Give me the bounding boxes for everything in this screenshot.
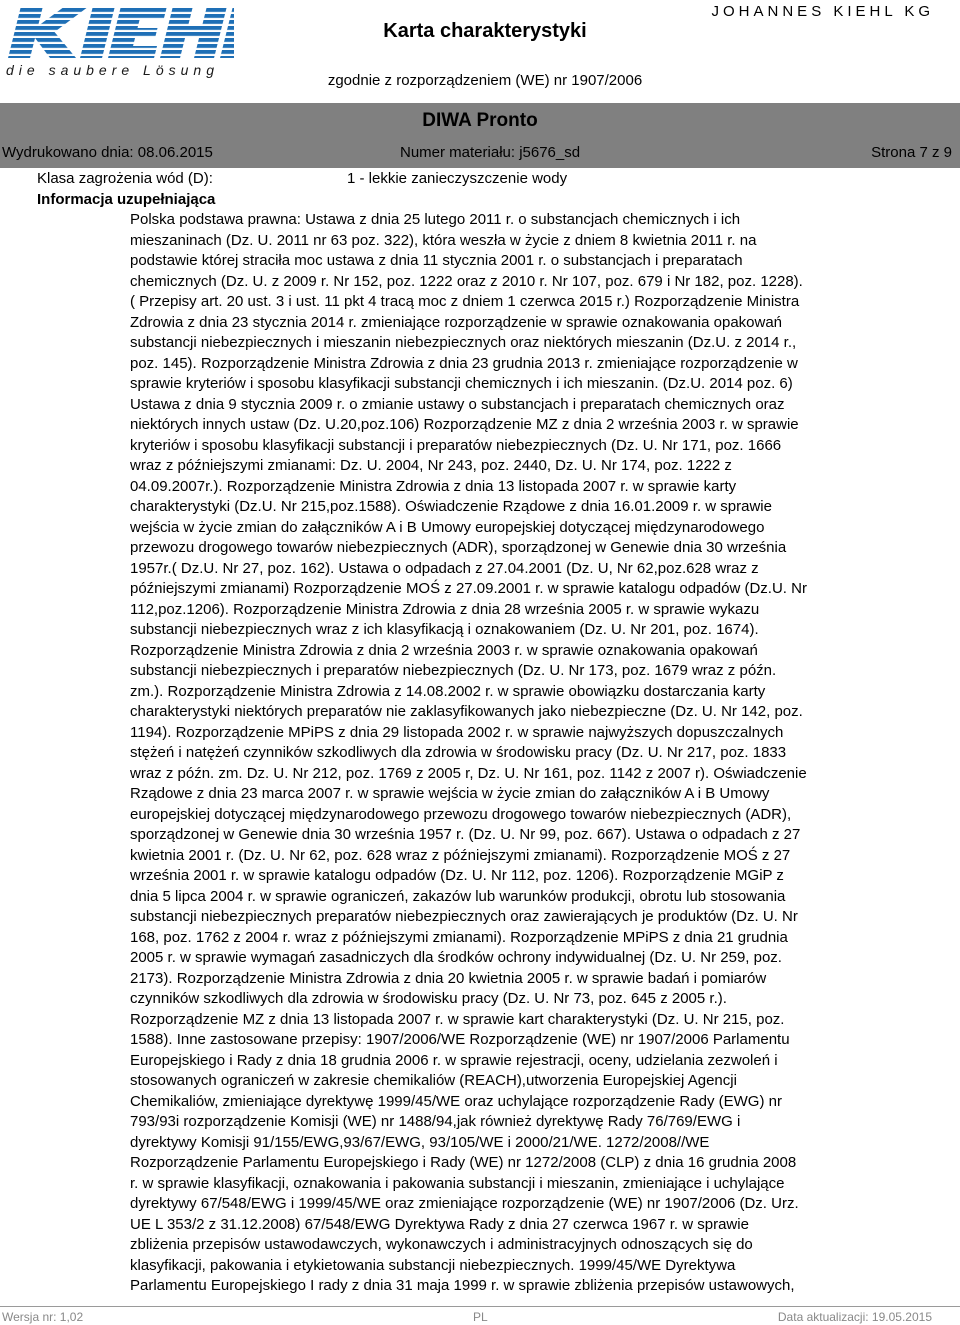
text-line: klasyfikacji, pakowania i etykietowania substancji niebezpiecznych. 1999/45/WE Dyrektywa (130, 1256, 736, 1274)
text-line: 1588). Inne zastosowane przepisy: 1907/2006/WE Rozporządzenie (WE) nr 1907/2006 Parlamentu (130, 1031, 790, 1048)
text-line: 168, poz. 1762 z 2004 r. wraz z późniejszymi zmianami). Rozporządzenie MPiPS z dnia 21 grudnia (130, 928, 788, 946)
company-name: JOHANNES KIEHL KG (711, 3, 934, 20)
text-line: Rozporządzenie MZ z dnia 13 listopada 2007 r. w sprawie kart charakterystyki (Dz. U. Nr 215, poz. (130, 1010, 785, 1028)
kiehl-logo-mark (4, 2, 234, 64)
footer-version: Wersja nr: 1,02 (2, 1310, 84, 1324)
text-line: mieszaninach (Dz. U. 2011 nr 63 poz. 322), która weszła w życie z dniem 8 kwietnia 2011 r. na (130, 231, 757, 249)
document-title: Karta charakterystyki (383, 20, 587, 42)
product-name: DIWA Pronto (422, 110, 538, 131)
text-line: poz. 145). Rozporządzenie Ministra Zdrowia z dnia 23 grudnia 2013 r. zmieniające rozporządzenie w (130, 354, 798, 372)
text-line: substancji niebezpiecznych preparatów niebezpiecznych oraz zawierających je produktów (Dz. U. Nr (130, 908, 798, 925)
text-line: Ustawa z dnia 9 stycznia 2009 r. o zmianie ustawy o substancjach i preparatach chemicznych oraz (130, 395, 785, 413)
text-line: Europejskiego i Rady z dnia 18 grudnia 2006 r. w sprawie rejestracji, oceny, udzielania zezwoleń i (130, 1051, 778, 1069)
text-line: 2005 r. w sprawie wymagań zasadniczych dla środków ochrony indywidualnej (Dz. U. Nr 259, poz. (130, 949, 782, 966)
text-line: r. w sprawie klasyfikacji, oznakowania i pakowania substancji i mieszanin, zmieniające i uchylające (130, 1174, 785, 1192)
text-line: stężeń i natężeń czynników szkodliwych dla zdrowia w środowisku pracy (Dz. U. Nr 217, poz. 1833 (130, 744, 787, 761)
text-line: ( Przepisy art. 20 ust. 3 i ust. 11 pkt 4 tracą moc z dniem 1 czerwca 2015 r.) Rozporządzenie Ministra (130, 293, 800, 310)
text-line: wraz z późn. zm. Dz. U. Nr 212, poz. 1769 z 2005 r, Dz. U. Nr 161, poz. 1142 z 2007 r). Oświadczenie (130, 764, 807, 782)
text-line: późniejszymi zmianami) Rozporządzenie MOŚ z 27.09.2001 r. w sprawie katalogu odpadów (Dz.U. Nr (130, 580, 807, 597)
text-line: zbliżenia przepisów ustawodawczych, wykonawczych i administracyjnych odnoszących się do (130, 1236, 753, 1253)
text-line: charakterystyki (Dz.U. Nr 215,poz.1588). Oświadczenie Rządowe z dnia 16.01.2009 r. w sprawie (130, 498, 772, 515)
text-line: 04.09.2007r.). Rozporządzenie Ministra Zdrowia z dnia 13 listopada 2007 r. w sprawie karty (130, 477, 737, 495)
text-line: substancji niebezpiecznych wraz z ich klasyfikacją i oznakowaniem (Dz. U. Nr 201, poz. 1674). (130, 621, 759, 638)
text-line: substancji niebezpiecznych i mieszanin niebezpiecznych oraz niektórych mieszanin (Dz.U. z 2014 r., (130, 334, 797, 351)
text-line: przewozu drogowego towarów niebezpiecznych (ADR), sporządzonej w Genewie dnia 30 września (130, 539, 787, 556)
text-line: europejskiej dotyczącej międzynarodowego przewozu drogowego towarów niebezpiecznych (ADR), (130, 805, 792, 823)
text-line: dnia 5 lipca 2004 r. w sprawie ograniczeń, zakazów lub warunków produkcji, obrotu lub stosowania (130, 887, 786, 905)
text-line: stosowanych ograniczeń w zakresie chemikaliów (REACH),utworzenia Europejskiej Agencji (130, 1072, 737, 1089)
material-number: Numer materiału: j5676_sd (400, 144, 581, 161)
text-line: niektórych innych ustaw (Dz. U.20,poz.106) Rozporządzenie MZ z dnia 2 września 2003 r. w sprawie (130, 416, 799, 433)
text-line: 1194). Rozporządzenie MPiPS z dnia 29 listopada 2002 r. w sprawie najwyższych dopuszczalnych (130, 723, 784, 741)
text-line: wraz z późniejszymi zmianami: Dz. U. 2004, Nr 243, poz. 2440, Dz. U. Nr 174, poz. 1222 z (130, 457, 732, 474)
text-line: Parlamentu Europejskiego I rady z dnia 31 maja 1999 r. w sprawie zbliżenia przepisów ustawowych, (130, 1277, 795, 1294)
text-line: Chemikaliów, zmieniające dyrektywę 1999/45/WE oraz uchylające rozporządzenie Rady (EWG) nr (130, 1092, 782, 1110)
text-line: UE L 353/2 z 31.12.2008) 67/548/EWG Dyrektywa Rady z dnia 27 czerwca 1967 r. w sprawie (130, 1215, 749, 1233)
text-line: kwietnia 2001 r. (Dz. U. Nr 62, poz. 628 wraz z późniejszymi zmianami). Rozporządzenie MOŚ z 27 (130, 846, 791, 864)
text-line: września 2001 r. w sprawie katalogu odpadów (Dz. U. Nr 112, poz. 1206). Rozporządzenie MGiP z (130, 867, 784, 884)
text-line: sprawie kryteriów i sposobu klasyfikacji substancji chemicznych i ich mieszanin. (Dz.U. 2014 poz. 6) (130, 375, 793, 392)
supplementary-info-label: Informacja uzupełniająca (37, 191, 216, 208)
document-subtitle: zgodnie z rozporządzeniem (WE) nr 1907/2006 (327, 72, 643, 89)
logo-slogan: die saubere Lösung (6, 62, 219, 78)
legal-basis-text (130, 210, 950, 1297)
text-line: 1957r.( Dz.U. Nr 27, poz. 162). Ustawa o odpadach z 27.04.2001 (Dz. U, Nr 62,poz.628 wraz z (130, 559, 759, 577)
text-line: 793/93i rozporządzenie Komisji (WE) nr 1488/94,jak również dyrektywę Rady 76/769/EWG i (130, 1113, 741, 1130)
footer-update-date: Data aktualizacji: 19.05.2015 (777, 1310, 932, 1324)
footer-divider (0, 1306, 960, 1307)
text-line: zm.). Rozporządzenie Ministra Zdrowia z 14.08.2002 r. w sprawie obowiązku dostarczania karty (130, 682, 766, 700)
text-line: charakterystyki niektórych preparatów nie zaklasyfikowanych jako niebezpieczne (Dz. U. Nr 142, poz. (130, 703, 803, 720)
text-line: substancji niebezpiecznych i preparatów niebezpiecznych (Dz. U. Nr 173, poz. 1679 wraz z późn. (130, 662, 777, 679)
footer-language: PL (473, 1310, 488, 1324)
printed-date: Wydrukowano dnia: 08.06.2015 (2, 144, 213, 161)
text-line: 2173). Rozporządzenie Ministra Zdrowia z dnia 20 kwietnia 2005 r. w sprawie badań i pomiarów (130, 969, 767, 987)
text-line: sporządzonej w Genewie dnia 30 września 1957 r. (Dz. U. Nr 99, poz. 667). Ustawa o odpadach z 27 (130, 826, 801, 843)
page-number: Strona 7 z 9 (871, 144, 952, 161)
water-hazard-value: 1 - lekkie zanieczyszczenie wody (347, 170, 568, 187)
text-line: czynników szkodliwych dla zdrowia w środowisku pracy (Dz. U. Nr 73, poz. 645 z 2005 r.). (130, 990, 727, 1007)
text-line: podstawie której straciła moc ustawa z dnia 11 stycznia 2001 r. o substancjach i preparatach (130, 252, 743, 269)
text-line: dyrektywy Komisji 91/155/EWG,93/67/EWG, 93/105/WE i 2000/21/WE. 1272/2008//WE (130, 1133, 710, 1151)
text-line: kryteriów i sposobu klasyfikacji substancji i preparatów niebezpiecznych (Dz. U. Nr 171, poz. 1666 (130, 436, 782, 454)
water-hazard-label: Klasa zagrożenia wód (D): (37, 170, 213, 187)
text-line: dyrektywy 67/548/EWG i 1999/45/WE oraz zmieniające rozporządzenie (WE) nr 1907/2006 (Dz. Urz. (130, 1195, 799, 1212)
text-line: wejścia w życie zmian do załączników A i B Umowy europejskiej dotyczącej międzynarodowego (130, 518, 765, 536)
text-line: 112,poz.1206). Rozporządzenie Ministra Zdrowia z dnia 28 września 2005 r. w sprawie wykazu (130, 600, 760, 618)
text-line: Rozporządzenie Ministra Zdrowia z dnia 2 września 2003 r. w sprawie oznakowania opakowań (130, 641, 758, 659)
text-line: Rządowe z dnia 23 marca 2007 r. w sprawie wejścia w życie zmian do załączników A i B Umowy (130, 785, 770, 802)
text-line: Rozporządzenie Parlamentu Europejskiego i Rady (WE) nr 1272/2008 (CLP) z dnia 16 grudnia 2008 (130, 1154, 797, 1171)
text-line: chemicznych (Dz. U. z 2009 r. Nr 152, poz. 1222 oraz z 2010 r. Nr 107, poz. 679 i Nr 182, poz. 1228). (130, 272, 803, 290)
text-line: Zdrowia z dnia 23 stycznia 2014 r. zmieniające rozporządzenie w sprawie oznakowania opakowań (130, 313, 783, 331)
text-line: Polska podstawa prawna: Ustawa z dnia 25 lutego 2011 r. o substancjach chemicznych i ich (130, 211, 741, 228)
